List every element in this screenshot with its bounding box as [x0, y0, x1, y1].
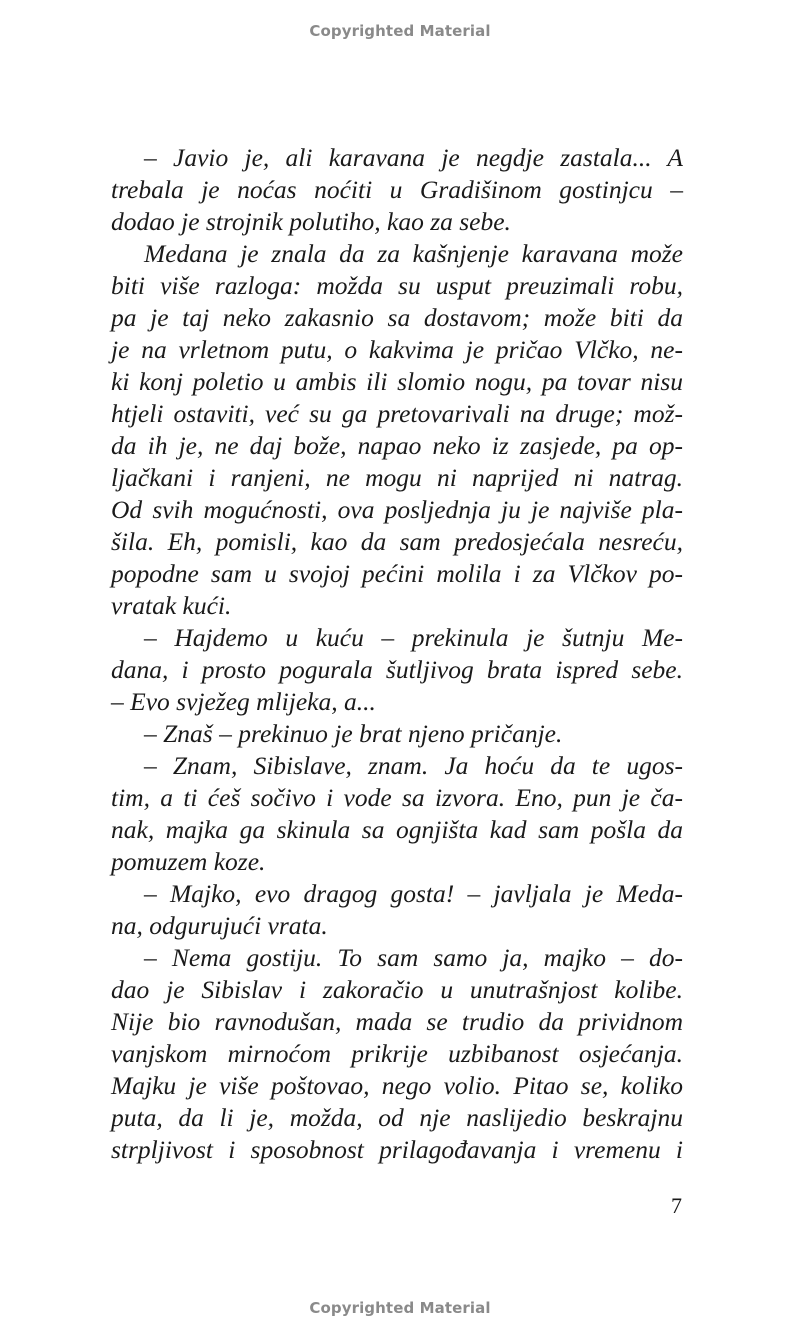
text-line: Majku je više poštovao, nego volio. Pitao se, koliko: [111, 1071, 683, 1100]
text-line: šila. Eh, pomisli, kao da sam predosjećala nesreću,: [111, 527, 683, 556]
text-line: dana, i prosto pogurala šutljivog brata ispred sebe.: [111, 655, 683, 684]
text-line: biti više razloga: možda su usput preuzimali robu,: [111, 271, 683, 300]
copyright-watermark-bottom: Copyrighted Material: [309, 1299, 491, 1317]
text-line: popodne sam u svojoj pećini molila i za Vlčkov po-: [111, 559, 683, 588]
text-line: dodao je strojnik polutiho, kao za sebe.: [111, 207, 511, 236]
text-line: htjeli ostaviti, već su ga pretovarivali na druge; mož-: [111, 399, 683, 428]
text-line: pa je taj neko zakasnio sa dostavom; može biti da: [111, 303, 683, 332]
text-line: Nije bio ravnodušan, mada se trudio da prividnom: [111, 1007, 683, 1036]
text-line: – Znaš – prekinuo je brat njeno pričanje.: [144, 719, 563, 748]
text-line: – Nema gostiju. To sam samo ja, majko – do-: [144, 943, 683, 972]
text-line: ki konj poletio u ambis ili slomio nogu, pa tovar nisu: [111, 367, 683, 396]
text-line: tim, a ti ćeš sočivo i vode sa izvora. Eno, pun je ča-: [111, 783, 683, 812]
text-line: vanjskom mirnoćom prikrije uzbibanost osjećanja.: [111, 1039, 683, 1068]
text-line: Od svih mogućnosti, ova posljednja ju je najviše pla-: [111, 495, 683, 524]
text-line: – Evo svježeg mlijeka, a...: [111, 687, 376, 716]
text-line: je na vrletnom putu, o kakvima je pričao Vlčko, ne-: [111, 335, 683, 364]
text-line: na, odgurujući vrata.: [111, 911, 328, 940]
text-line: strpljivost i sposobnost prilagođavanja i vremenu i: [111, 1135, 683, 1164]
text-line: vratak kući.: [111, 591, 232, 620]
text-line: puta, da li je, možda, od nje naslijedio beskrajnu: [111, 1103, 683, 1132]
text-line: da ih je, ne daj bože, napao neko iz zasjede, pa op-: [111, 431, 683, 460]
text-line: – Znam, Sibislave, znam. Ja hoću da te ugos-: [144, 751, 683, 780]
text-line: – Javio je, ali karavana je negdje zastala... A: [144, 143, 683, 172]
text-line: – Hajdemo u kuću – prekinula je šutnju Me-: [144, 623, 683, 652]
text-line: nak, majka ga skinula sa ognjišta kad sam pošla da: [111, 815, 683, 844]
text-line: – Majko, evo dragog gosta! – javljala je Meda-: [144, 879, 683, 908]
text-line: ljačkani i ranjeni, ne mogu ni naprijed ni natrag.: [111, 463, 683, 492]
page-number: 7: [671, 1193, 682, 1218]
text-line: trebala je noćas noćiti u Gradišinom gostinjcu –: [111, 175, 683, 204]
copyright-watermark-top: Copyrighted Material: [309, 22, 491, 40]
text-line: pomuzem koze.: [111, 847, 266, 876]
text-line: Medana je znala da za kašnjenje karavana može: [144, 239, 683, 268]
text-line: dao je Sibislav i zakoračio u unutrašnjost kolibe.: [111, 975, 683, 1004]
